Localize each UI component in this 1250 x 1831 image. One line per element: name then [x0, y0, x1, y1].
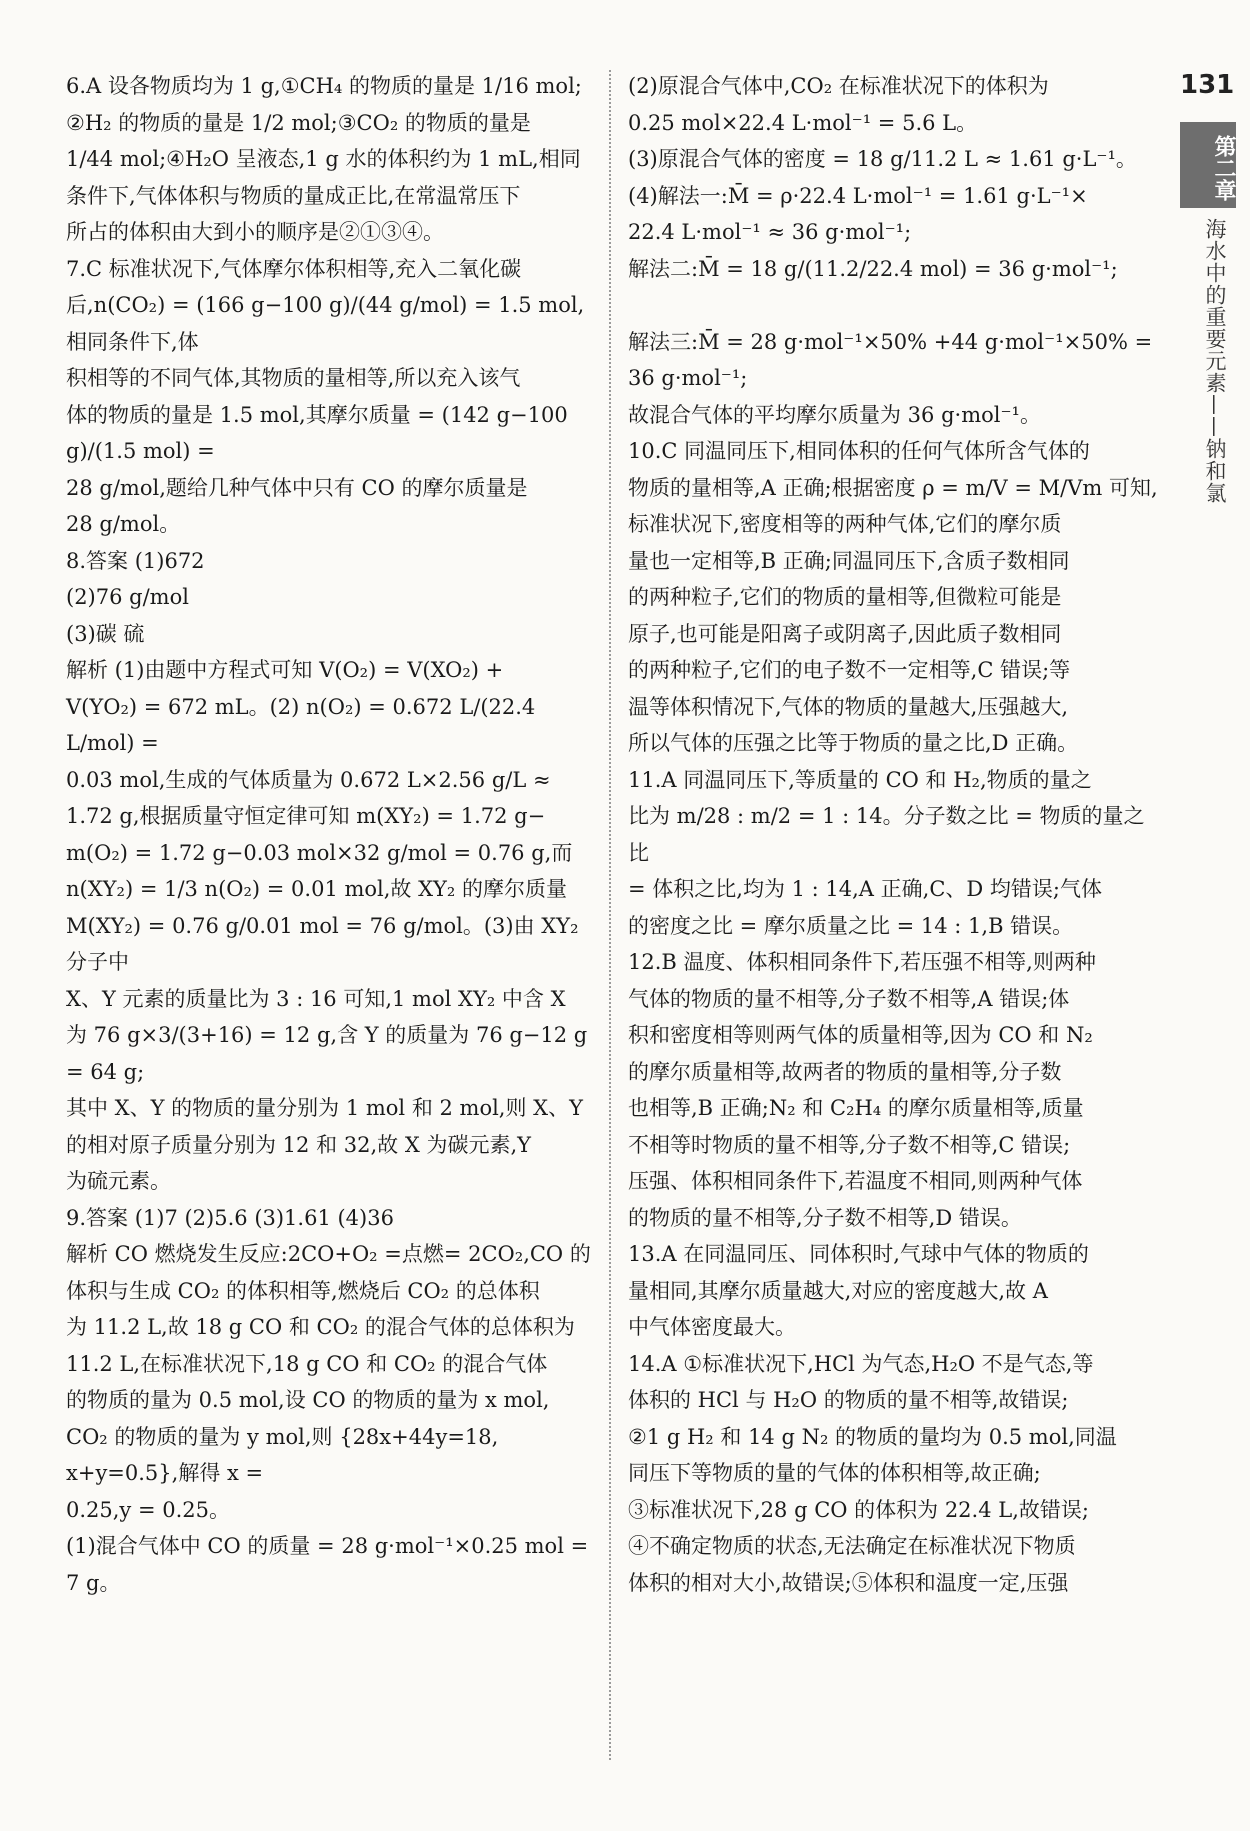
text-line: n(XY₂) = 1/3 n(O₂) = 0.01 mol,故 XY₂ 的摩尔质量	[66, 877, 568, 901]
text-line: 不相等时物质的量不相等,分子数不相等,C 错误;	[628, 1132, 1071, 1157]
text-line: (3)碳 硫	[66, 621, 145, 646]
text-line: 量相同,其摩尔质量越大,对应的密度越大,故 A	[628, 1278, 1048, 1303]
text-line: 物质的量相等,A 正确;根据密度 ρ = m/V = M/Vm 可知,	[628, 475, 1158, 500]
text-line: (4)解法一:M̄ = ρ·22.4 L·mol⁻¹ = 1.61 g·L⁻¹×	[628, 183, 1088, 208]
left-column	[66, 68, 591, 1601]
text-line: 解法三:M̄ = 28 g·mol⁻¹×50% +44 g·mol⁻¹×50% =	[628, 329, 1153, 354]
text-line: 的物质的量不相等,分子数不相等,D 错误。	[628, 1205, 1022, 1230]
text-line: 为 11.2 L,故 18 g CO 和 CO₂ 的混合气体的总体积为	[66, 1315, 575, 1339]
text-line: 8.答案 (1)672	[66, 548, 205, 573]
text-line: M(XY₂) = 0.76 g/0.01 mol = 76 g/mol。(3)由 XY₂ 分子中	[66, 913, 579, 974]
text-line: 9.答案 (1)7 (2)5.6 (3)1.61 (4)36	[66, 1205, 394, 1230]
text-line: 体积与生成 CO₂ 的体积相等,燃烧后 CO₂ 的总体积	[66, 1278, 540, 1303]
text-line: 积相等的不同气体,其物质的量相等,所以充入该气	[66, 366, 521, 390]
text-line: 其中 X、Y 的物质的量分别为 1 mol 和 2 mol,则 X、Y	[66, 1096, 583, 1120]
page-number: 131	[1180, 70, 1235, 100]
text-line: 的密度之比 = 摩尔质量之比 = 14 : 1,B 错误。	[628, 913, 1074, 938]
text-line: (3)原混合气体的密度 = 18 g/11.2 L ≈ 1.61 g·L⁻¹。	[628, 147, 1137, 171]
text-line: 解析 (1)由题中方程式可知 V(O₂) = V(XO₂) +	[66, 658, 504, 682]
chapter-title: 海水中的重要元素——钠和氯	[1203, 218, 1227, 504]
text-line: 1/44 mol;④H₂O 呈液态,1 g 水的体积约为 1 mL,相同	[66, 147, 581, 171]
text-line: 的两种粒子,它们的物质的量相等,但微粒可能是	[628, 585, 1062, 609]
text-line: = 体积之比,均为 1 : 14,A 正确,C、D 均错误;气体	[628, 877, 1102, 901]
text-line: m(O₂) = 1.72 g−0.03 mol×32 g/mol = 0.76 g,而	[66, 840, 573, 865]
column-divider	[609, 70, 611, 1760]
text-line: 10.C 同温同压下,相同体积的任何气体所含气体的	[628, 439, 1090, 463]
text-line: 条件下,气体体积与物质的量成正比,在常温常压下	[66, 183, 521, 208]
text-line: 为 76 g×3/(3+16) = 12 g,含 Y 的质量为 76 g−12 g = 64 g;	[66, 1023, 588, 1084]
text-line: 体的物质的量是 1.5 mol,其摩尔质量 = (142 g−100 g)/(1.5 mol) =	[66, 402, 568, 463]
text-line: ②1 g H₂ 和 14 g N₂ 的物质的量均为 0.5 mol,同温	[628, 1424, 1117, 1449]
text-line: 所以气体的压强之比等于物质的量之比,D 正确。	[628, 731, 1079, 755]
text-line: (2)76 g/mol	[66, 585, 189, 609]
text-line: 14.A ①标准状况下,HCl 为气态,H₂O 不是气态,等	[628, 1351, 1094, 1376]
text-line: 1.72 g,根据质量守恒定律可知 m(XY₂) = 1.72 g−	[66, 804, 546, 828]
text-line: 0.25,y = 0.25。	[66, 1497, 231, 1522]
text-line: 的两种粒子,它们的电子数不一定相等,C 错误;等	[628, 658, 1071, 682]
text-line: 积和密度相等则两气体的质量相等,因为 CO 和 N₂	[628, 1023, 1093, 1047]
text-line: (2)原混合气体中,CO₂ 在标准状况下的体积为	[628, 74, 1049, 98]
text-line: CO₂ 的物质的量为 y mol,则 {28x+44y=18, x+y=0.5},解得 x =	[66, 1424, 499, 1485]
text-line: 6.A 设各物质均为 1 g,①CH₄ 的物质的量是 1/16 mol;	[66, 74, 582, 98]
text-line: 12.B 温度、体积相同条件下,若压强不相等,则两种	[628, 950, 1096, 974]
text-line: X、Y 元素的质量比为 3 : 16 可知,1 mol XY₂ 中含 X	[66, 986, 566, 1011]
text-line: ②H₂ 的物质的量是 1/2 mol;③CO₂ 的物质的量是	[66, 110, 531, 135]
text-line: 标准状况下,密度相等的两种气体,它们的摩尔质	[628, 512, 1062, 536]
text-line: 解法二:M̄ = 18 g/(11.2/22.4 mol) = 36 g·mol⁻¹;	[628, 256, 1118, 281]
text-line: 后,n(CO₂) = (166 g−100 g)/(44 g/mol) = 1.5 mol,相同条件下,体	[66, 293, 585, 354]
text-line: 体积的 HCl 与 H₂O 的物质的量不相等,故错误;	[628, 1388, 1069, 1412]
text-line: 中气体密度最大。	[628, 1315, 796, 1339]
text-line: 故混合气体的平均摩尔质量为 36 g·mol⁻¹。	[628, 402, 1041, 427]
text-line: 原子,也可能是阳离子或阴离子,因此质子数相同	[628, 621, 1062, 646]
text-line: (1)混合气体中 CO 的质量 = 28 g·mol⁻¹×0.25 mol =	[66, 1534, 589, 1558]
right-column	[628, 68, 1160, 1601]
text-line: 36 g·mol⁻¹;	[628, 366, 748, 390]
text-line: 13.A 在同温同压、同体积时,气球中气体的物质的	[628, 1242, 1089, 1266]
text-line: 体积的相对大小,故错误;⑤体积和温度一定,压强	[628, 1570, 1069, 1595]
text-line: 量也一定相等,B 正确;同温同压下,含质子数相同	[628, 548, 1070, 573]
text-line	[628, 287, 1160, 324]
text-line: 28 g/mol。	[66, 512, 181, 536]
text-line: 所占的体积由大到小的顺序是②①③④。	[66, 220, 444, 244]
text-line: 的物质的量为 0.5 mol,设 CO 的物质的量为 x mol,	[66, 1388, 550, 1412]
text-line: 11.2 L,在标准状况下,18 g CO 和 CO₂ 的混合气体	[66, 1351, 548, 1376]
chapter-label: 第二章	[1180, 122, 1236, 208]
text-line: 7 g。	[66, 1570, 121, 1595]
text-line: ④不确定物质的状态,无法确定在标准状况下物质	[628, 1534, 1076, 1558]
text-line: 11.A 同温同压下,等质量的 CO 和 H₂,物质的量之	[628, 767, 1092, 792]
text-line: 7.C 标准状况下,气体摩尔体积相等,充入二氧化碳	[66, 256, 522, 281]
text-line: 同压下等物质的量的气体的体积相等,故正确;	[628, 1461, 1041, 1485]
text-line: V(YO₂) = 672 mL。(2) n(O₂) = 0.672 L/(22.4 L/mol) =	[66, 694, 536, 755]
text-line: 也相等,B 正确;N₂ 和 C₂H₄ 的摩尔质量相等,质量	[628, 1096, 1084, 1120]
text-line: 0.25 mol×22.4 L·mol⁻¹ = 5.6 L。	[628, 110, 978, 135]
text-line: 压强、体积相同条件下,若温度不相同,则两种气体	[628, 1169, 1083, 1193]
text-line: 的相对原子质量分别为 12 和 32,故 X 为碳元素,Y	[66, 1132, 531, 1157]
text-line: 0.03 mol,生成的气体质量为 0.672 L×2.56 g/L ≈	[66, 767, 551, 792]
text-line: 的摩尔质量相等,故两者的物质的量相等,分子数	[628, 1059, 1062, 1084]
text-line: 为硫元素。	[66, 1169, 171, 1193]
text-line: 温等体积情况下,气体的物质的量越大,压强越大,	[628, 694, 1069, 719]
text-line: ③标准状况下,28 g CO 的体积为 22.4 L,故错误;	[628, 1497, 1089, 1522]
text-line: 气体的物质的量不相等,分子数不相等,A 错误;体	[628, 986, 1070, 1011]
text-line: 比为 m/28 : m/2 = 1 : 14。分子数之比 = 物质的量之比	[628, 804, 1145, 865]
text-line: 28 g/mol,题给几种气体中只有 CO 的摩尔质量是	[66, 475, 528, 500]
text-line: 22.4 L·mol⁻¹ ≈ 36 g·mol⁻¹;	[628, 220, 912, 244]
text-line: 解析 CO 燃烧发生反应:2CO+O₂ =点燃= 2CO₂,CO 的	[66, 1242, 591, 1266]
